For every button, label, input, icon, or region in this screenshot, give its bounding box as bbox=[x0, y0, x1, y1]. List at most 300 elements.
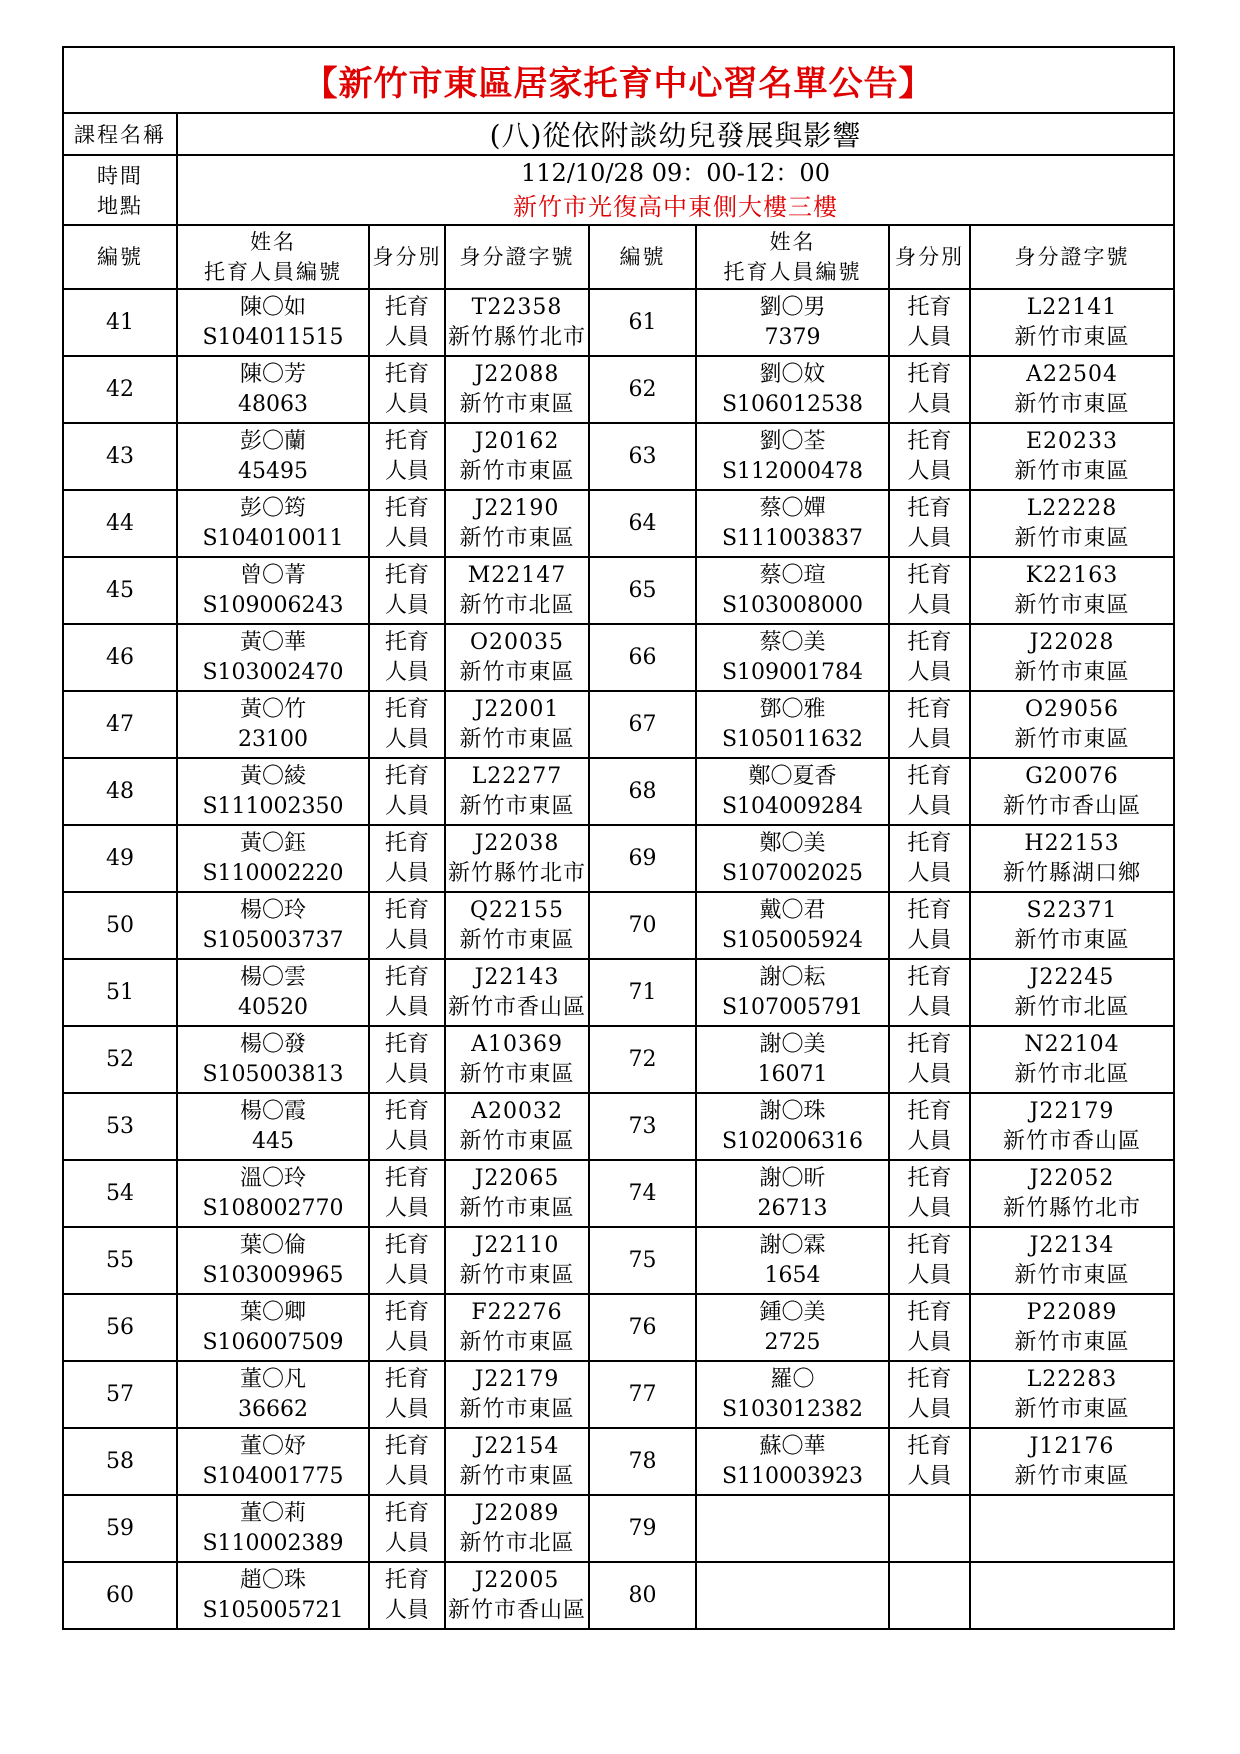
entry-id-line2: 新竹市東區 bbox=[459, 1195, 575, 1221]
entry-type-line1: 托育 bbox=[384, 361, 429, 387]
entry-id-line1: G20076 bbox=[1025, 763, 1119, 789]
entry-name-code bbox=[696, 1227, 889, 1294]
entry-id-line2: 新竹市東區 bbox=[459, 391, 575, 417]
entry-name-code bbox=[696, 1495, 889, 1562]
entry-id bbox=[445, 1093, 589, 1160]
entry-type-line2: 人員 bbox=[907, 659, 952, 685]
entry-number: 65 bbox=[589, 557, 696, 624]
entry-id-line1: J22110 bbox=[474, 1232, 560, 1258]
entry-type-line1: 托育 bbox=[907, 1232, 952, 1258]
table-row bbox=[63, 490, 1174, 557]
entry-id bbox=[970, 1361, 1174, 1428]
entry-type-line2: 人員 bbox=[384, 1329, 429, 1355]
entry-id-line1: F22276 bbox=[471, 1299, 563, 1325]
entry-type-line1: 托育 bbox=[384, 897, 429, 923]
entry-id-line2: 新竹縣竹北市 bbox=[1002, 1195, 1141, 1221]
entry-name-code-line2: 48063 bbox=[238, 391, 308, 417]
entry-id-line2: 新竹市東區 bbox=[1014, 1396, 1130, 1422]
entry-id bbox=[970, 1428, 1174, 1495]
entry-type bbox=[889, 691, 970, 758]
entry-name-code-line2: 2725 bbox=[764, 1329, 821, 1355]
entry-id-line1: J22028 bbox=[1029, 629, 1115, 655]
entry-id bbox=[970, 289, 1174, 356]
header-name-line2: 托育人員編號 bbox=[204, 260, 342, 284]
entry-id-line1: A22504 bbox=[1026, 361, 1118, 387]
entry-id-line2: 新竹市香山區 bbox=[1002, 793, 1141, 819]
entry-name-code-line1: 鄧〇雅 bbox=[759, 696, 826, 722]
entry-type-line2: 人員 bbox=[384, 391, 429, 417]
entry-name-code-line1: 葉〇倫 bbox=[239, 1232, 306, 1258]
entry-type-line2: 人員 bbox=[384, 1262, 429, 1288]
entry-id bbox=[970, 1026, 1174, 1093]
entry-type bbox=[369, 1562, 445, 1629]
entry-number: 42 bbox=[63, 356, 177, 423]
entry-name-code-line2: S111002350 bbox=[202, 793, 344, 819]
entry-id bbox=[970, 1562, 1174, 1629]
entry-name-code bbox=[696, 1160, 889, 1227]
entry-name-code bbox=[177, 1026, 369, 1093]
header-number: 編號 bbox=[63, 225, 177, 289]
entry-id-line2: 新竹市東區 bbox=[459, 726, 575, 752]
entry-type bbox=[889, 1160, 970, 1227]
entry-type-line1: 托育 bbox=[907, 1366, 952, 1392]
entry-name-code bbox=[177, 959, 369, 1026]
entry-name-code-line2: 16071 bbox=[757, 1061, 828, 1087]
entry-type-line2: 人員 bbox=[907, 525, 952, 551]
entry-type-line1: 托育 bbox=[384, 428, 429, 454]
entry-type-line2: 人員 bbox=[907, 1195, 952, 1221]
entry-name-code-line2: S103002470 bbox=[202, 659, 344, 685]
entry-id bbox=[445, 423, 589, 490]
entry-type bbox=[889, 490, 970, 557]
entry-name-code-line2: S105003813 bbox=[202, 1061, 344, 1087]
entry-id-line2: 新竹市北區 bbox=[1014, 994, 1130, 1020]
entry-id-line2: 新竹市東區 bbox=[459, 1396, 575, 1422]
entry-type-line2: 人員 bbox=[907, 994, 952, 1020]
entry-name-code bbox=[696, 356, 889, 423]
entry-type bbox=[889, 1093, 970, 1160]
entry-id bbox=[445, 1428, 589, 1495]
entry-name-code bbox=[177, 1227, 369, 1294]
entry-type bbox=[369, 959, 445, 1026]
entry-type-line2: 人員 bbox=[384, 927, 429, 953]
entry-name-code-line1: 蔡〇嬋 bbox=[759, 495, 826, 521]
entry-id-line2: 新竹市東區 bbox=[1014, 726, 1130, 752]
entry-name-code bbox=[696, 1026, 889, 1093]
header-id: 身分證字號 bbox=[445, 225, 589, 289]
entry-type-line1: 托育 bbox=[384, 1165, 429, 1191]
entry-id-line2: 新竹市東區 bbox=[459, 1061, 575, 1087]
entry-type-line1: 托育 bbox=[907, 428, 952, 454]
entry-number: 67 bbox=[589, 691, 696, 758]
entry-number: 63 bbox=[589, 423, 696, 490]
entry-type-line2: 人員 bbox=[384, 994, 429, 1020]
entry-number: 59 bbox=[63, 1495, 177, 1562]
entry-number: 68 bbox=[589, 758, 696, 825]
entry-name-code-line2: S105005924 bbox=[721, 927, 864, 953]
entry-id-line2: 新竹縣湖口鄉 bbox=[1002, 860, 1141, 886]
entry-type-line1: 托育 bbox=[384, 629, 429, 655]
entry-id-line1: J20162 bbox=[474, 428, 560, 454]
entry-type-line1: 托育 bbox=[384, 495, 429, 521]
entry-name-code-line1: 謝〇昕 bbox=[759, 1165, 826, 1191]
entry-name-code bbox=[177, 624, 369, 691]
entry-name-code-line1: 鄭〇夏香 bbox=[748, 763, 837, 789]
entry-id bbox=[970, 691, 1174, 758]
entry-id bbox=[445, 490, 589, 557]
entry-id-line1: N22104 bbox=[1024, 1031, 1120, 1057]
entry-type bbox=[369, 1026, 445, 1093]
entry-type-line1: 托育 bbox=[384, 1299, 429, 1325]
entry-type-line2: 人員 bbox=[384, 1195, 429, 1221]
entry-type bbox=[889, 1026, 970, 1093]
entry-name-code bbox=[177, 1093, 369, 1160]
entry-type-line2: 人員 bbox=[907, 1262, 952, 1288]
entry-number: 41 bbox=[63, 289, 177, 356]
entry-name-code-line1: 鍾〇美 bbox=[759, 1299, 826, 1325]
entry-id bbox=[970, 490, 1174, 557]
entry-type-line1: 托育 bbox=[907, 696, 952, 722]
entry-type-line2: 人員 bbox=[384, 1061, 429, 1087]
table-row bbox=[63, 1562, 1174, 1629]
entry-id-line2: 新竹市東區 bbox=[459, 927, 575, 953]
entry-id-line1: J22179 bbox=[1029, 1098, 1115, 1124]
entry-name-code-line1: 楊〇發 bbox=[239, 1031, 306, 1057]
entry-id-line2: 新竹市東區 bbox=[459, 659, 575, 685]
entry-number: 51 bbox=[63, 959, 177, 1026]
entry-id bbox=[445, 624, 589, 691]
entry-type bbox=[369, 356, 445, 423]
entry-type bbox=[369, 1160, 445, 1227]
entry-number: 44 bbox=[63, 490, 177, 557]
entry-name-code-line1: 劉〇男 bbox=[759, 294, 826, 320]
entry-type-line2: 人員 bbox=[907, 793, 952, 819]
entry-number: 66 bbox=[589, 624, 696, 691]
entry-id-line1: J22245 bbox=[1029, 964, 1115, 990]
entry-type bbox=[889, 356, 970, 423]
entry-id bbox=[445, 557, 589, 624]
entry-type-line2: 人員 bbox=[384, 860, 429, 886]
entry-id-line2: 新竹市東區 bbox=[1014, 458, 1130, 484]
entry-name-code-line1: 謝〇美 bbox=[759, 1031, 826, 1057]
entry-id-line1: J22179 bbox=[474, 1366, 560, 1392]
entry-type-line2: 人員 bbox=[384, 793, 429, 819]
entry-type-line2: 人員 bbox=[384, 659, 429, 685]
entry-id-line2: 新竹市香山區 bbox=[447, 1597, 586, 1623]
entry-name-code bbox=[177, 1562, 369, 1629]
entry-id-line2: 新竹縣竹北市 bbox=[447, 860, 586, 886]
entry-id-line2: 新竹市北區 bbox=[459, 1530, 575, 1556]
entry-name-code-line2: S107002025 bbox=[721, 860, 864, 886]
entry-id bbox=[445, 356, 589, 423]
entry-name-code-line2: S104011515 bbox=[202, 324, 344, 350]
entry-type-line1: 托育 bbox=[907, 1098, 952, 1124]
entry-name-code-line2: S104009284 bbox=[721, 793, 864, 819]
entry-id-line2: 新竹市香山區 bbox=[447, 994, 586, 1020]
entry-name-code-line1: 謝〇珠 bbox=[759, 1098, 826, 1124]
entry-name-code-line1: 鄭〇美 bbox=[759, 830, 826, 856]
entry-name-code-line1: 葉〇卿 bbox=[239, 1299, 306, 1325]
entry-name-code bbox=[177, 557, 369, 624]
entry-name-code bbox=[696, 758, 889, 825]
entry-type-line2: 人員 bbox=[907, 860, 952, 886]
entry-type bbox=[369, 825, 445, 892]
entry-type-line2: 人員 bbox=[907, 324, 952, 350]
entry-id-line1: T22358 bbox=[471, 294, 563, 320]
entry-name-code bbox=[177, 892, 369, 959]
entry-name-code-line1: 陳〇芳 bbox=[239, 361, 306, 387]
course-row bbox=[63, 113, 1174, 155]
entry-name-code bbox=[177, 691, 369, 758]
entry-type-line1: 托育 bbox=[384, 763, 429, 789]
entry-type bbox=[889, 1361, 970, 1428]
entry-name-code bbox=[177, 825, 369, 892]
entry-id-line1: O29056 bbox=[1024, 696, 1120, 722]
header-number-right: 編號 bbox=[589, 225, 696, 289]
entry-name-code-line2: S110003923 bbox=[721, 1463, 864, 1489]
entry-id-line1: P22089 bbox=[1026, 1299, 1118, 1325]
entry-id-line1: J22089 bbox=[474, 1500, 560, 1526]
entry-id-line2: 新竹縣竹北市 bbox=[447, 324, 586, 350]
entry-id-line1: J22134 bbox=[1029, 1232, 1115, 1258]
entry-type-line2: 人員 bbox=[384, 1128, 429, 1154]
entry-type-line1: 托育 bbox=[384, 1567, 429, 1593]
entry-type-line2: 人員 bbox=[907, 1396, 952, 1422]
entry-id bbox=[445, 1160, 589, 1227]
entry-id bbox=[445, 959, 589, 1026]
entry-id-line1: J22001 bbox=[474, 696, 560, 722]
entry-id bbox=[970, 1495, 1174, 1562]
entry-id bbox=[445, 1227, 589, 1294]
entry-type bbox=[369, 1227, 445, 1294]
entry-id-line2: 新竹市東區 bbox=[459, 1463, 575, 1489]
entry-id bbox=[970, 1227, 1174, 1294]
entry-id-line1: Q22155 bbox=[469, 897, 565, 923]
entry-number: 43 bbox=[63, 423, 177, 490]
entry-id-line1: J22052 bbox=[1029, 1165, 1115, 1191]
entry-name-code-line1: 溫〇玲 bbox=[239, 1165, 306, 1191]
entry-id-line2: 新竹市東區 bbox=[1014, 1262, 1130, 1288]
course-name: (八)從依附談幼兒發展與影響 bbox=[177, 113, 1174, 155]
entry-name-code bbox=[177, 1495, 369, 1562]
entry-id-line2: 新竹市東區 bbox=[459, 1262, 575, 1288]
entry-type-line1: 托育 bbox=[384, 1433, 429, 1459]
entry-id bbox=[970, 1294, 1174, 1361]
entry-id-line1: A10369 bbox=[471, 1031, 563, 1057]
entry-type bbox=[369, 557, 445, 624]
entry-name-code bbox=[696, 691, 889, 758]
entry-id bbox=[445, 1361, 589, 1428]
entry-id-line1: S22371 bbox=[1026, 897, 1118, 923]
entry-type bbox=[369, 758, 445, 825]
entry-name-code-line1: 戴〇君 bbox=[759, 897, 826, 923]
entry-type-line1: 托育 bbox=[907, 1433, 952, 1459]
entry-name-code-line1: 董〇莉 bbox=[239, 1500, 306, 1526]
entry-id-line1: L22283 bbox=[1026, 1366, 1118, 1392]
entry-type-line1: 托育 bbox=[907, 897, 952, 923]
entry-number: 55 bbox=[63, 1227, 177, 1294]
entry-number: 47 bbox=[63, 691, 177, 758]
entry-name-code-line2: S110002220 bbox=[202, 860, 344, 886]
entry-id bbox=[970, 423, 1174, 490]
entry-type-line2: 人員 bbox=[384, 1530, 429, 1556]
entry-number: 57 bbox=[63, 1361, 177, 1428]
time-place-label bbox=[63, 155, 177, 225]
entry-id-line2: 新竹市東區 bbox=[459, 793, 575, 819]
entry-name-code-line2: S111003837 bbox=[721, 525, 864, 551]
entry-type-line1: 托育 bbox=[384, 1232, 429, 1258]
entry-type bbox=[369, 892, 445, 959]
table-row bbox=[63, 825, 1174, 892]
entry-type-line1: 托育 bbox=[907, 361, 952, 387]
entry-type-line1: 托育 bbox=[384, 294, 429, 320]
entry-name-code bbox=[696, 423, 889, 490]
entry-id-line1: J22154 bbox=[474, 1433, 560, 1459]
session-place: 新竹市光復高中東側大樓三樓 bbox=[513, 193, 838, 221]
entry-name-code bbox=[696, 1562, 889, 1629]
entry-type bbox=[889, 423, 970, 490]
header-name-right bbox=[696, 225, 889, 289]
entry-name-code-line2: S105003737 bbox=[202, 927, 344, 953]
entry-id-line2: 新竹市東區 bbox=[1014, 1463, 1130, 1489]
entry-name-code bbox=[177, 423, 369, 490]
entry-name-code-line1: 蘇〇華 bbox=[759, 1433, 826, 1459]
table-row bbox=[63, 691, 1174, 758]
entry-type-line1: 托育 bbox=[907, 562, 952, 588]
entry-id-line2: 新竹市東區 bbox=[459, 1128, 575, 1154]
entry-id-line2: 新竹市東區 bbox=[1014, 391, 1130, 417]
entry-name-code-line2: 7379 bbox=[764, 324, 821, 350]
entry-name-code-line2: 36662 bbox=[238, 1396, 308, 1422]
entry-number: 78 bbox=[589, 1428, 696, 1495]
entry-name-code-line1: 黃〇華 bbox=[239, 629, 306, 655]
entry-type bbox=[369, 691, 445, 758]
entry-type-line2: 人員 bbox=[384, 458, 429, 484]
entry-number: 80 bbox=[589, 1562, 696, 1629]
entry-name-code-line1: 楊〇玲 bbox=[239, 897, 306, 923]
entry-number: 60 bbox=[63, 1562, 177, 1629]
entry-name-code-line2: S104010011 bbox=[202, 525, 344, 551]
entry-id-line2: 新竹市東區 bbox=[1014, 927, 1130, 953]
entry-id-line1: J22143 bbox=[474, 964, 560, 990]
entry-name-code-line2: S103009965 bbox=[202, 1262, 344, 1288]
entry-name-code bbox=[696, 1361, 889, 1428]
entry-type bbox=[889, 289, 970, 356]
entry-id-line2: 新竹市東區 bbox=[459, 1329, 575, 1355]
entry-id-line1: J22038 bbox=[474, 830, 560, 856]
entry-name-code-line2: S110002389 bbox=[202, 1530, 344, 1556]
entry-id bbox=[445, 758, 589, 825]
entry-name-code-line2: S102006316 bbox=[721, 1128, 864, 1154]
entry-type-line1: 托育 bbox=[384, 562, 429, 588]
table-row bbox=[63, 1495, 1174, 1562]
entry-type bbox=[889, 758, 970, 825]
entry-id-line1: L22141 bbox=[1026, 294, 1118, 320]
entry-number: 64 bbox=[589, 490, 696, 557]
entry-id bbox=[445, 1562, 589, 1629]
entry-type-line1: 托育 bbox=[907, 629, 952, 655]
header-type-right: 身分別 bbox=[889, 225, 970, 289]
table-row bbox=[63, 892, 1174, 959]
entry-name-code bbox=[177, 289, 369, 356]
entry-name-code bbox=[696, 624, 889, 691]
entry-type bbox=[369, 1495, 445, 1562]
entry-name-code-line2: 40520 bbox=[238, 994, 308, 1020]
entry-name-code-line1: 劉〇荃 bbox=[759, 428, 826, 454]
entry-number: 49 bbox=[63, 825, 177, 892]
entry-name-code-line2: 445 bbox=[252, 1128, 294, 1154]
entry-type-line1: 托育 bbox=[907, 1031, 952, 1057]
entry-type-line1: 托育 bbox=[384, 696, 429, 722]
entry-number: 56 bbox=[63, 1294, 177, 1361]
entry-id bbox=[970, 624, 1174, 691]
entry-id-line2: 新竹市香山區 bbox=[1002, 1128, 1141, 1154]
entry-name-code bbox=[177, 490, 369, 557]
entry-id-line2: 新竹市東區 bbox=[459, 525, 575, 551]
entry-type bbox=[369, 1428, 445, 1495]
entry-type-line1: 托育 bbox=[907, 294, 952, 320]
entry-name-code-line2: S106012538 bbox=[721, 391, 864, 417]
entry-name-code-line1: 蔡〇瑄 bbox=[759, 562, 826, 588]
entry-id-line1: E20233 bbox=[1025, 428, 1119, 454]
roster-body bbox=[63, 47, 1174, 1629]
entry-id bbox=[445, 289, 589, 356]
entry-name-code-line1: 曾〇菁 bbox=[239, 562, 306, 588]
entry-id-line1: J22065 bbox=[474, 1165, 560, 1191]
table-row bbox=[63, 1093, 1174, 1160]
entry-name-code-line1: 羅〇 bbox=[770, 1366, 815, 1392]
entry-name-code bbox=[696, 959, 889, 1026]
entry-id-line2: 新竹市東區 bbox=[1014, 592, 1130, 618]
entry-id-line1: M22147 bbox=[467, 562, 567, 588]
entry-name-code-line1: 蔡〇美 bbox=[759, 629, 826, 655]
entry-type-line2: 人員 bbox=[907, 1128, 952, 1154]
entry-type bbox=[889, 1495, 970, 1562]
table-row bbox=[63, 1227, 1174, 1294]
entry-number: 52 bbox=[63, 1026, 177, 1093]
entry-name-code-line1: 黃〇鈺 bbox=[239, 830, 306, 856]
entry-type bbox=[889, 959, 970, 1026]
entry-number: 53 bbox=[63, 1093, 177, 1160]
entry-id-line2: 新竹市北區 bbox=[1014, 1061, 1130, 1087]
entry-number: 45 bbox=[63, 557, 177, 624]
entry-id-line1: J22190 bbox=[474, 495, 560, 521]
table-row bbox=[63, 624, 1174, 691]
entry-type bbox=[369, 624, 445, 691]
entry-id-line1: H22153 bbox=[1024, 830, 1120, 856]
column-header-row bbox=[63, 225, 1174, 289]
entry-name-code bbox=[696, 1093, 889, 1160]
entry-number: 73 bbox=[589, 1093, 696, 1160]
entry-id-line1: K22163 bbox=[1025, 562, 1119, 588]
entry-type bbox=[369, 1361, 445, 1428]
entry-number: 58 bbox=[63, 1428, 177, 1495]
entry-name-code-line2: S107005791 bbox=[721, 994, 864, 1020]
entry-id bbox=[970, 1093, 1174, 1160]
entry-name-code-line2: S105005721 bbox=[202, 1597, 344, 1623]
session-time: 112/10/28 09：00-12：00 bbox=[521, 159, 830, 187]
entry-name-code bbox=[696, 289, 889, 356]
entry-id-line1: J12176 bbox=[1029, 1433, 1115, 1459]
entry-id bbox=[970, 1160, 1174, 1227]
entry-type-line2: 人員 bbox=[384, 726, 429, 752]
title-row bbox=[63, 47, 1174, 113]
entry-type bbox=[889, 1428, 970, 1495]
entry-id-line2: 新竹市東區 bbox=[459, 458, 575, 484]
entry-id-line2: 新竹市北區 bbox=[459, 592, 575, 618]
entry-type bbox=[889, 1294, 970, 1361]
entry-type bbox=[889, 1227, 970, 1294]
